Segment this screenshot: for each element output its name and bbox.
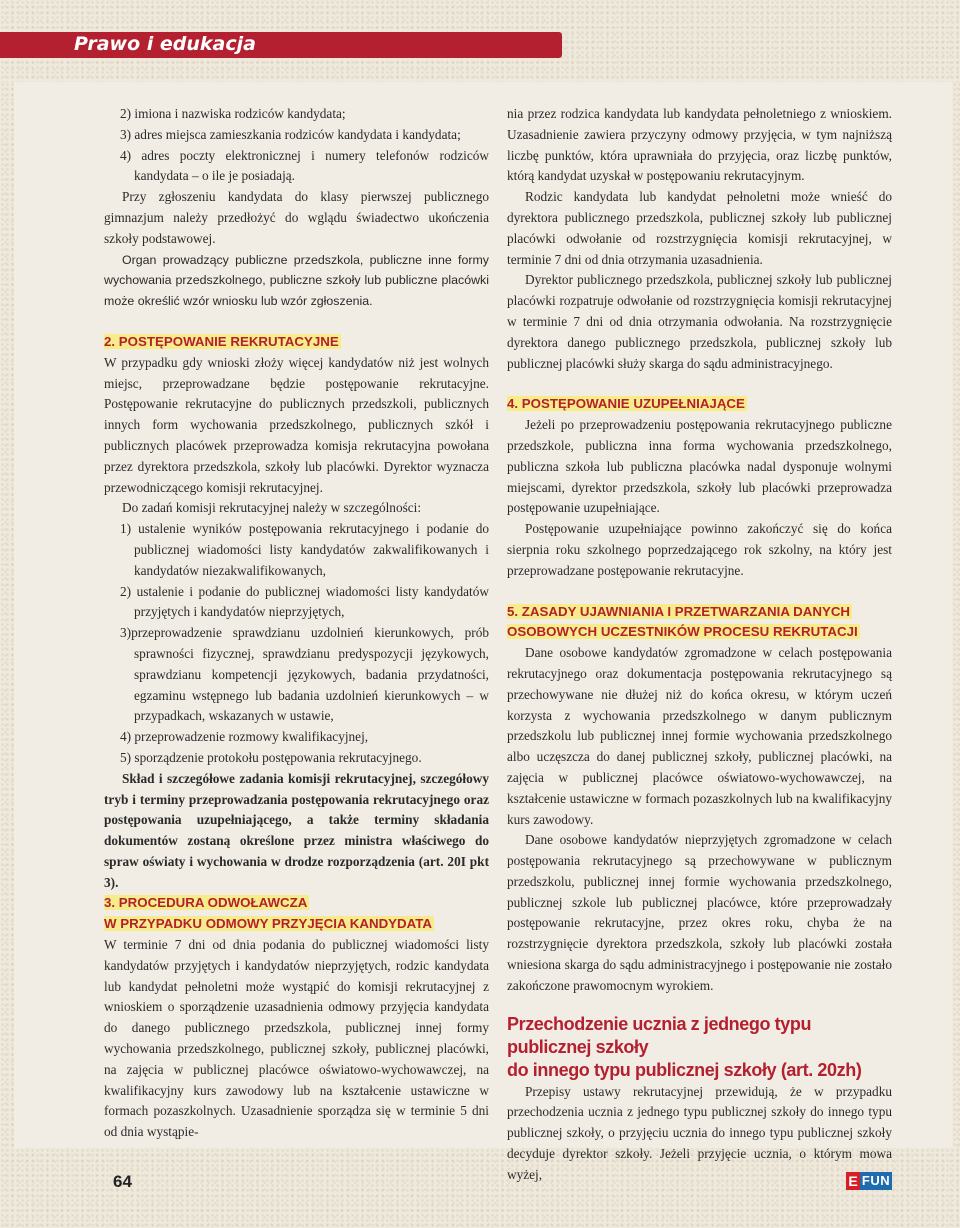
list-item: 5) sporządzenie protokołu postępowania rekrutacyjnego.: [120, 749, 422, 765]
paragraph: W terminie 7 dni od dnia podania do publicznej wiadomości listy kandydatów przyjętych i kandydatów nieprzyjętych, rodzic kandydata lub kandydat pełnoletni może wystąpić do komisji rekrutacyjnej z wnioskiem o sporządzenie uzasadnienia odmowy przyjęcia kandydata do danego publicznego przedszkola, publicznej innej formy wychowania przedszkolnego, publicznej szkoły, publicznej placówki, na zajęcia w publicznej placówce oświatowo-wychowawczej, na kwalifikacyjny kurs zawodowy lub na kształcenie ustawiczne w formach pozaszkolnych. Uzasadnienie sporządza się w terminie 5 dni od dnia wystąpie-: [104, 937, 489, 1140]
heading-text: W PRZYPADKU ODMOWY PRZYJĘCIA KANDYDATA: [104, 916, 432, 932]
list-item: 1) ustalenie wyników postępowania rekrutacyjnego i podanie do publicznej wiadomości listy kandydatów zakwalifikowanych i kandydatów niezakwalifikowanych,: [120, 521, 489, 578]
paragraph: Dyrektor publicznego przedszkola, publicznej szkoły lub publicznej placówki rozpatruje odwołanie od rozstrzygnięcia komisji rekrutacyjnej w terminie 7 dni od dnia otrzymania odwołania. Na rozstrzygnięcie dyrektora danego publicznego przedszkola, publicznej szkoły lub publicznej placówki służy skarga do sądu administracyjnego.: [507, 272, 892, 371]
heading-text: 3. PROCEDURA ODWOŁAWCZA: [104, 895, 308, 911]
section-heading: [104, 914, 489, 935]
paragraph: Dane osobowe kandydatów zgromadzone w celach postępowania rekrutacyjnego oraz dokumentacja postępowania rekrutacyjnego są przechowywane nie dłużej niż do końca okresu, w którym uczeń korzysta z wychowania przedszkolnego w danym publicznym przedszkolu lub publicznej innej formie wychowania przedszkolnego albo uczęszcza do danej publicznej szkoły, publicznej placówki, na zajęcia w publicznej placówce oświatowo-wychowawczej, na kształcenie ustawiczne w formach pozaszkolnych lub na kwalifikacyjny kurs zawodowy.: [507, 645, 892, 827]
logo-e: E: [846, 1172, 860, 1190]
section-title-bar: [0, 32, 562, 58]
left-column: [104, 104, 489, 1143]
section-heading: [507, 394, 892, 415]
paragraph: Jeżeli po przeprowadzeniu postępowania rekrutacyjnego publiczne przedszkole, publiczna inna forma wychowania przedszkolnego, publiczna szkoła lub publiczna placówka nadal dysponuje wolnymi miejscami, dyrektor przedszkola, szkoły lub placówki przeprowadza postępowanie uzupełniające.: [507, 417, 892, 516]
spacer: [507, 582, 892, 602]
paragraph: Przy zgłoszeniu kandydata do klasy pierwszej publicznego gimnazjum należy przedłożyć do wglądu świadectwo ukończenia szkoły podstawowej.: [104, 189, 489, 246]
right-margin-texture: [952, 82, 960, 1148]
paragraph: W przypadku gdy wnioski złoży więcej kandydatów niż jest wolnych miejsc, przeprowadzane będzie postępowanie rekrutacyjne. Postępowanie rekrutacyjne do publicznych przedszkoli, publicznych innych form wychowania przedszkolnego, publicznych szkół i publicznych placówek przeprowadza komisja rekrutacyjna powołana przez dyrektora przedszkola, szkoły lub placówki. Dyrektor wyznacza przewodniczącego komisji rekrutacyjnej.: [104, 354, 489, 495]
spacer: [507, 374, 892, 394]
heading-text: 2. POSTĘPOWANIE REKRUTACYJNE: [104, 333, 339, 349]
paragraph: Dane osobowe kandydatów nieprzyjętych zgromadzone w celach postępowania rekrutacyjnego są przechowywane w publicznym przedszkolu, publicznej innej formie wychowania przedszkolnego, publicznej szkole lub publicznej placówce, które przeprowadzały postępowanie rekrutacyjne, przez okres roku, chyba że na rozstrzygnięcie dyrektora przedszkola, szkoły lub placówki została wniesiona skarga do sądu administracyjnego i postępowanie nie zostało zakończone prawomocnym wyrokiem.: [507, 832, 892, 993]
heading-text: 4. POSTĘPOWANIE UZUPEŁNIAJĄCE: [507, 396, 745, 412]
section-heading: [507, 602, 892, 623]
spacer: [104, 312, 489, 332]
section-title: Prawo i edukacja: [74, 33, 256, 55]
list-item: 3)przeprowadzenie sprawdzianu uzdolnień kierunkowych, prób sprawności fizycznej, sprawdzianu predyspozycji językowych, sprawdzianu kompetencji językowych, badania przydatności, egzaminu wstępnego lub badania uzdolnień kierunkowych – w przypadkach, wskazanych w ustawie,: [120, 625, 489, 724]
article-subtitle: Przechodzenie ucznia z jednego typu publicznej szkoły: [507, 1013, 812, 1057]
paragraph: Przepisy ustawy rekrutacyjnej przewidują, że w przypadku przechodzenia ucznia z jednego typu publicznej szkoły do innego typu publicznej szkoły, o przyjęciu ucznia do innego typu publicznej szkoły decyduje dyrektor szkoły. Jeżeli przyjęcie ucznia, o którym mowa wyżej,: [507, 1083, 892, 1182]
left-margin-texture: [0, 82, 14, 1148]
section-heading: [507, 622, 892, 643]
paragraph: Rodzic kandydata lub kandydat pełnoletni może wnieść do dyrektora publicznego przedszkola, publicznej szkoły lub publicznej placówki odwołanie od rozstrzygnięcia komisji rekrutacyjnej, w terminie 7 dni od dnia otrzymania uzasadnienia.: [507, 189, 892, 267]
heading-text: 5. ZASADY UJAWNIANIA I PRZETWARZANIA DANYCH: [507, 603, 851, 619]
logo-fun: FUN: [861, 1173, 891, 1188]
list-item: 2) ustalenie i podanie do publicznej wiadomości listy kandydatów przyjętych i kandydatów nieprzyjętych,: [120, 583, 489, 620]
article-subtitle: do innego typu publicznej szkoły (art. 20zh): [507, 1059, 862, 1080]
right-column: [507, 104, 892, 1186]
heading-text: OSOBOWYCH UCZESTNIKÓW PROCESU REKRUTACJI: [507, 624, 858, 640]
paragraph: nia przez rodzica kandydata lub kandydata pełnoletniego z wnioskiem. Uzasadnienie zawiera przyczyny odmowy przyjęcia, w tym najniższą liczbę punktów, która uprawniała do przyjęcia, oraz liczbę punktów, którą kandydat uzyskał w postępowaniu rekrutacyjnym.: [507, 106, 892, 184]
list-item: 4) adres poczty elektronicznej i numery telefonów rodziców kandydata – o ile je posiadają.: [120, 147, 489, 184]
page-number: 64: [113, 1172, 132, 1191]
section-heading: [104, 893, 489, 914]
paragraph: Organ prowadzący publiczne przedszkola, publiczne inne formy wychowania przedszkolnego, publiczne szkoły lub publiczne placówki może określić wzór wniosku lub wzór zgłoszenia.: [104, 252, 489, 309]
list-item: 4) przeprowadzenie rozmowy kwalifikacyjnej,: [120, 729, 369, 745]
section-heading: [104, 332, 489, 353]
list-item: 2) imiona i nazwiska rodziców kandydata;: [120, 106, 346, 121]
spacer: [507, 997, 892, 1013]
paragraph: Do zadań komisji rekrutacyjnej należy w szczególności:: [122, 500, 422, 516]
paragraph: Postępowanie uzupełniające powinno zakończyć się do końca sierpnia roku szkolnego poprzedzającego rok szkolny, na który jest przeprowadzane postępowanie rekrutacyjne.: [507, 521, 892, 578]
bold-paragraph: Skład i szczegółowe zadania komisji rekrutacyjnej, szczegółowy tryb i terminy przeprowadzania postępowania rekrutacyjnego oraz postępowania uzupełniającego, a także terminy składania dokumentów zostaną określone przez ministra właściwego do spraw oświaty i wychowania w drodze rozporządzenia (art. 20I pkt 3).: [104, 770, 489, 890]
list-item: 3) adres miejsca zamieszkania rodziców kandydata i kandydata;: [120, 126, 461, 142]
